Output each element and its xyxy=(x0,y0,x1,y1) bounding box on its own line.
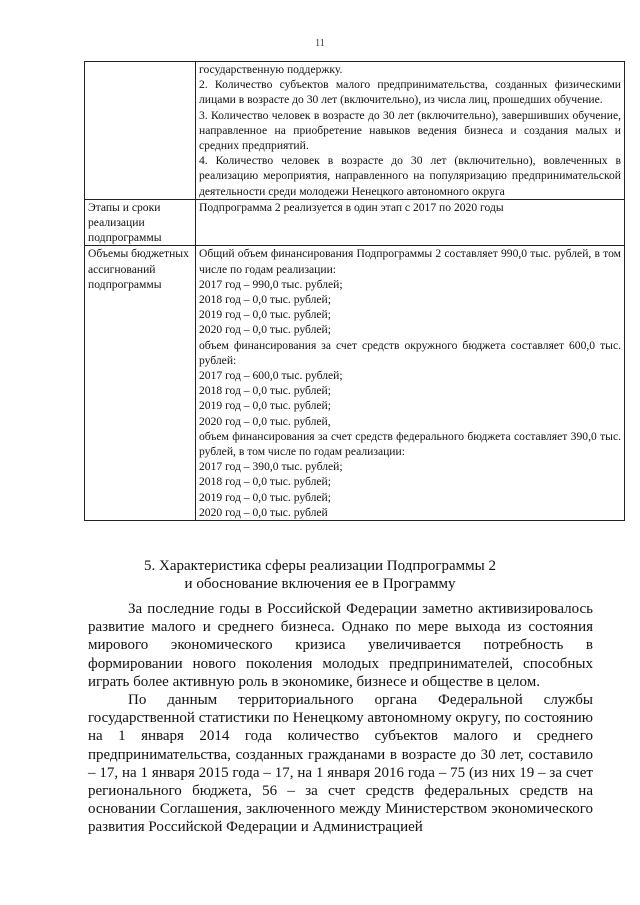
value-line: 2018 год – 0,0 тыс. рублей; xyxy=(199,475,331,489)
row-label: Объемы бюджетных ассигнований подпрограммы xyxy=(85,246,196,521)
table-row xyxy=(85,246,625,521)
row-value xyxy=(196,199,625,246)
row-label: Этапы и сроки реализации подпрограммы xyxy=(85,199,196,246)
section-heading xyxy=(0,557,640,593)
value-line: 3. Количество человек в возрасте до 30 лет (включительно), завершивших обучение, направленное на приобретение навыков ведения бизнеса и создания малых и средних предприятий. xyxy=(199,108,621,153)
body-text xyxy=(88,600,593,837)
section-heading-line: и обоснование включения ее в Программу xyxy=(184,576,456,592)
value-line: государственную поддержку. xyxy=(199,63,343,76)
paragraph: За последние годы в Российской Федерации заметно активизировалось развитие малого и среднего бизнеса. Однако по мере выхода из состояния мирового экономического кризиса увеличивается потребность в формировании нового поколения молодых предпринимателей, способных играть более активную роль в экономике, бизнесе и обществе в целом. xyxy=(88,601,593,690)
page-number: 11 xyxy=(315,38,325,49)
value-line: 2018 год – 0,0 тыс. рублей; xyxy=(199,384,331,398)
row-value xyxy=(196,246,625,521)
table-row xyxy=(85,199,625,246)
value-line: объем финансирования за счет средств окружного бюджета составляет 600,0 тыс. рублей: xyxy=(199,338,621,367)
value-line: 2019 год – 0,0 тыс. рублей; xyxy=(199,399,331,413)
value-line: 2019 год – 0,0 тыс. рублей; xyxy=(199,490,331,504)
value-line: 2020 год – 0,0 тыс. рублей xyxy=(199,505,328,519)
row-value xyxy=(196,62,625,200)
value-line: 2020 год – 0,0 тыс. рублей, xyxy=(199,414,331,428)
section-heading-line: 5. Характеристика сферы реализации Подпрограммы 2 xyxy=(144,558,496,574)
value-line: 2019 год – 0,0 тыс. рублей; xyxy=(199,308,331,322)
value-line: 2017 год – 990,0 тыс. рублей; xyxy=(199,277,343,291)
table-row xyxy=(85,62,625,200)
value-line: объем финансирования за счет средств федерального бюджета составляет 390,0 тыс. рублей, в том числе по годам реализации: xyxy=(199,429,621,459)
paragraph: По данным территориального органа Федеральной службы государственной статистики по Ненецкому автономному округу, по состоянию на 1 января 2014 года количество субъектов малого и среднего предпринимательства, созданных гражданами в возрасте до 30 лет, составило – 17, на 1 января 2015 года – 17, на 1 января 2016 года – 75 (из них 19 – за счет регионального бюджета, 56 – за счет средств федеральных средств на основании Соглашения, заключенного между Министерством экономического развития Российской Федерации и Администрацией xyxy=(88,692,593,836)
row-label xyxy=(85,62,196,200)
value-line: 2018 год – 0,0 тыс. рублей; xyxy=(199,293,331,307)
value-line: 2020 год – 0,0 тыс. рублей; xyxy=(199,323,331,337)
subprogram-passport-table xyxy=(84,61,625,521)
value-line: Общий объем финансирования Подпрограммы 2 составляет 990,0 тыс. рублей, в том числе по годам реализации: xyxy=(199,247,621,276)
value-line: Подпрограмма 2 реализуется в один этап с 2017 по 2020 годы xyxy=(199,200,504,214)
value-line: 2017 год – 600,0 тыс. рублей; xyxy=(199,369,343,383)
value-line: 4. Количество человек в возрасте до 30 лет (включительно), вовлеченных в реализацию мероприятия, направленного на популяризацию предпринимательской деятельности среди молодежи Ненецкого автономного округа xyxy=(199,154,621,198)
value-line: 2. Количество субъектов малого предпринимательства, созданных физическими лицами в возрасте до 30 лет (включительно), из числа лиц, прошедших обучение. xyxy=(199,78,621,107)
value-line: 2017 год – 390,0 тыс. рублей; xyxy=(199,460,343,474)
